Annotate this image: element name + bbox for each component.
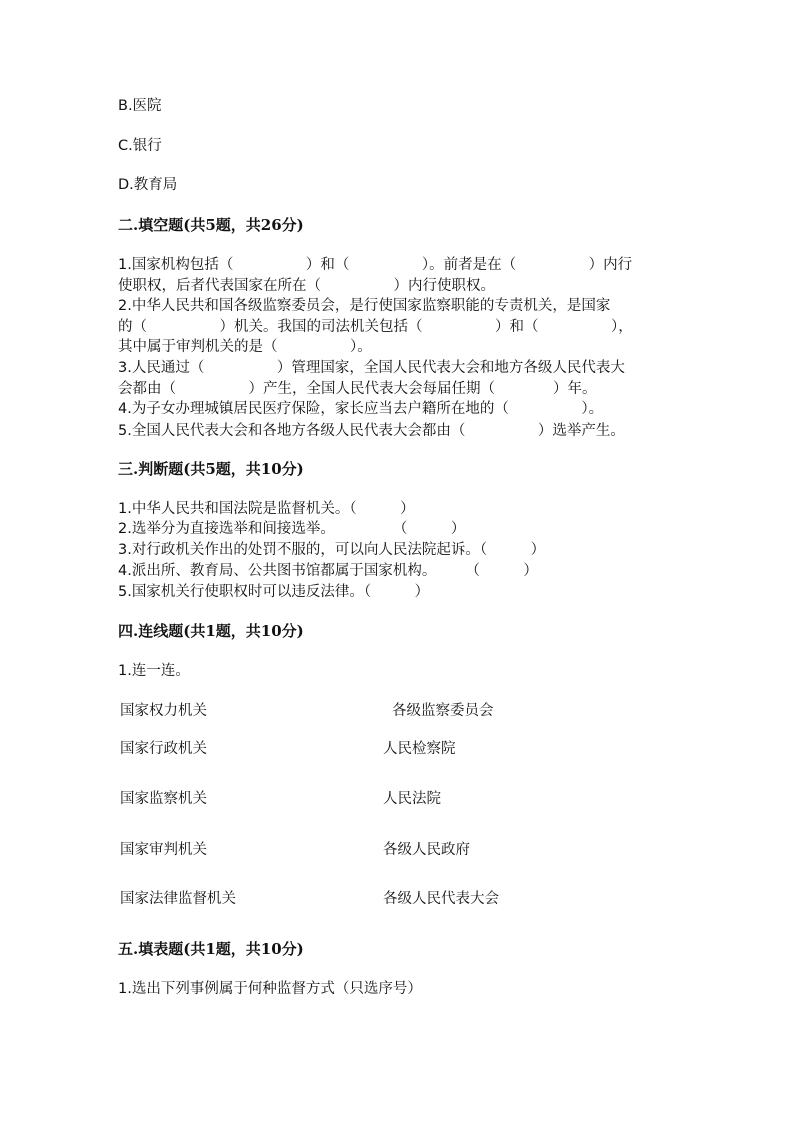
matching-right-item: 各级监察委员会 bbox=[392, 703, 494, 719]
matching-left-item: 国家权力机关 bbox=[120, 703, 207, 719]
matching-left-item: 国家法律监督机关 bbox=[120, 891, 236, 907]
matching-right-item: 人民检察院 bbox=[383, 741, 456, 757]
fill-blank-line: 3.人民通过（ ）管理国家，全国人民代表大会和地方各级人民代表大 bbox=[118, 360, 625, 376]
fill-blank-line: 1.国家机构包括（ ）和（ ）。前者是在（ ）内行 bbox=[118, 257, 633, 273]
fill-blank-line: 会都由（ ）产生，全国人民代表大会每届任期（ ）年。 bbox=[118, 381, 597, 397]
matching-left-item: 国家审判机关 bbox=[120, 842, 207, 858]
fill-blank-line: 使职权，后者代表国家在所在（ ）内行使职权。 bbox=[118, 278, 495, 294]
fill-blank-line: 的（ ）机关。我国的司法机关包括（ ）和（ ）， bbox=[118, 319, 633, 335]
fill-blank-line: 2.中华人民共和国各级监察委员会，是行使国家监察职能的专责机关，是国家 bbox=[118, 298, 611, 314]
true-false-line: 5.国家机关行使职权时可以违反法律。（ ） bbox=[118, 584, 430, 600]
matching-right-item: 各级人民代表大会 bbox=[383, 891, 499, 907]
matching-left-item: 国家监察机关 bbox=[120, 791, 207, 807]
matching-right-item: 各级人民政府 bbox=[383, 842, 470, 858]
fill-blank-line: 4.为子女办理城镇居民医疗保险，家长应当去户籍所在地的（ ）。 bbox=[118, 401, 604, 417]
matching-question: 1.连一连。 bbox=[118, 663, 190, 679]
option-b: B.医院 bbox=[118, 98, 162, 114]
fill-blank-line: 5.全国人民代表大会和各地方各级人民代表大会都由（ ）选举产生。 bbox=[118, 423, 625, 439]
section-true-false-title: 三.判断题(共5题，共10分) bbox=[118, 460, 304, 478]
section-fill-blank-title: 二.填空题(共5题，共26分) bbox=[118, 216, 304, 234]
option-c: C.银行 bbox=[118, 138, 162, 154]
matching-left-item: 国家行政机关 bbox=[120, 741, 207, 757]
option-d: D.教育局 bbox=[118, 177, 178, 193]
section-matching-title: 四.连线题(共1题，共10分) bbox=[118, 622, 304, 640]
table-question: 1.选出下列事例属于何种监督方式（只选序号） bbox=[118, 981, 422, 997]
true-false-line: 2.选举分为直接选举和间接选举。 （ ） bbox=[118, 521, 466, 537]
true-false-line: 4.派出所、教育局、公共图书馆都属于国家机构。 （ ） bbox=[118, 563, 538, 579]
fill-blank-line: 其中属于审判机关的是（ ）。 bbox=[118, 339, 372, 355]
matching-right-item: 人民法院 bbox=[383, 791, 441, 807]
section-table-title: 五.填表题(共1题，共10分) bbox=[118, 940, 304, 958]
true-false-line: 1.中华人民共和国法院是监督机关。（ ） bbox=[118, 501, 415, 517]
true-false-line: 3.对行政机关作出的处罚不服的，可以向人民法院起诉。（ ） bbox=[118, 542, 546, 558]
